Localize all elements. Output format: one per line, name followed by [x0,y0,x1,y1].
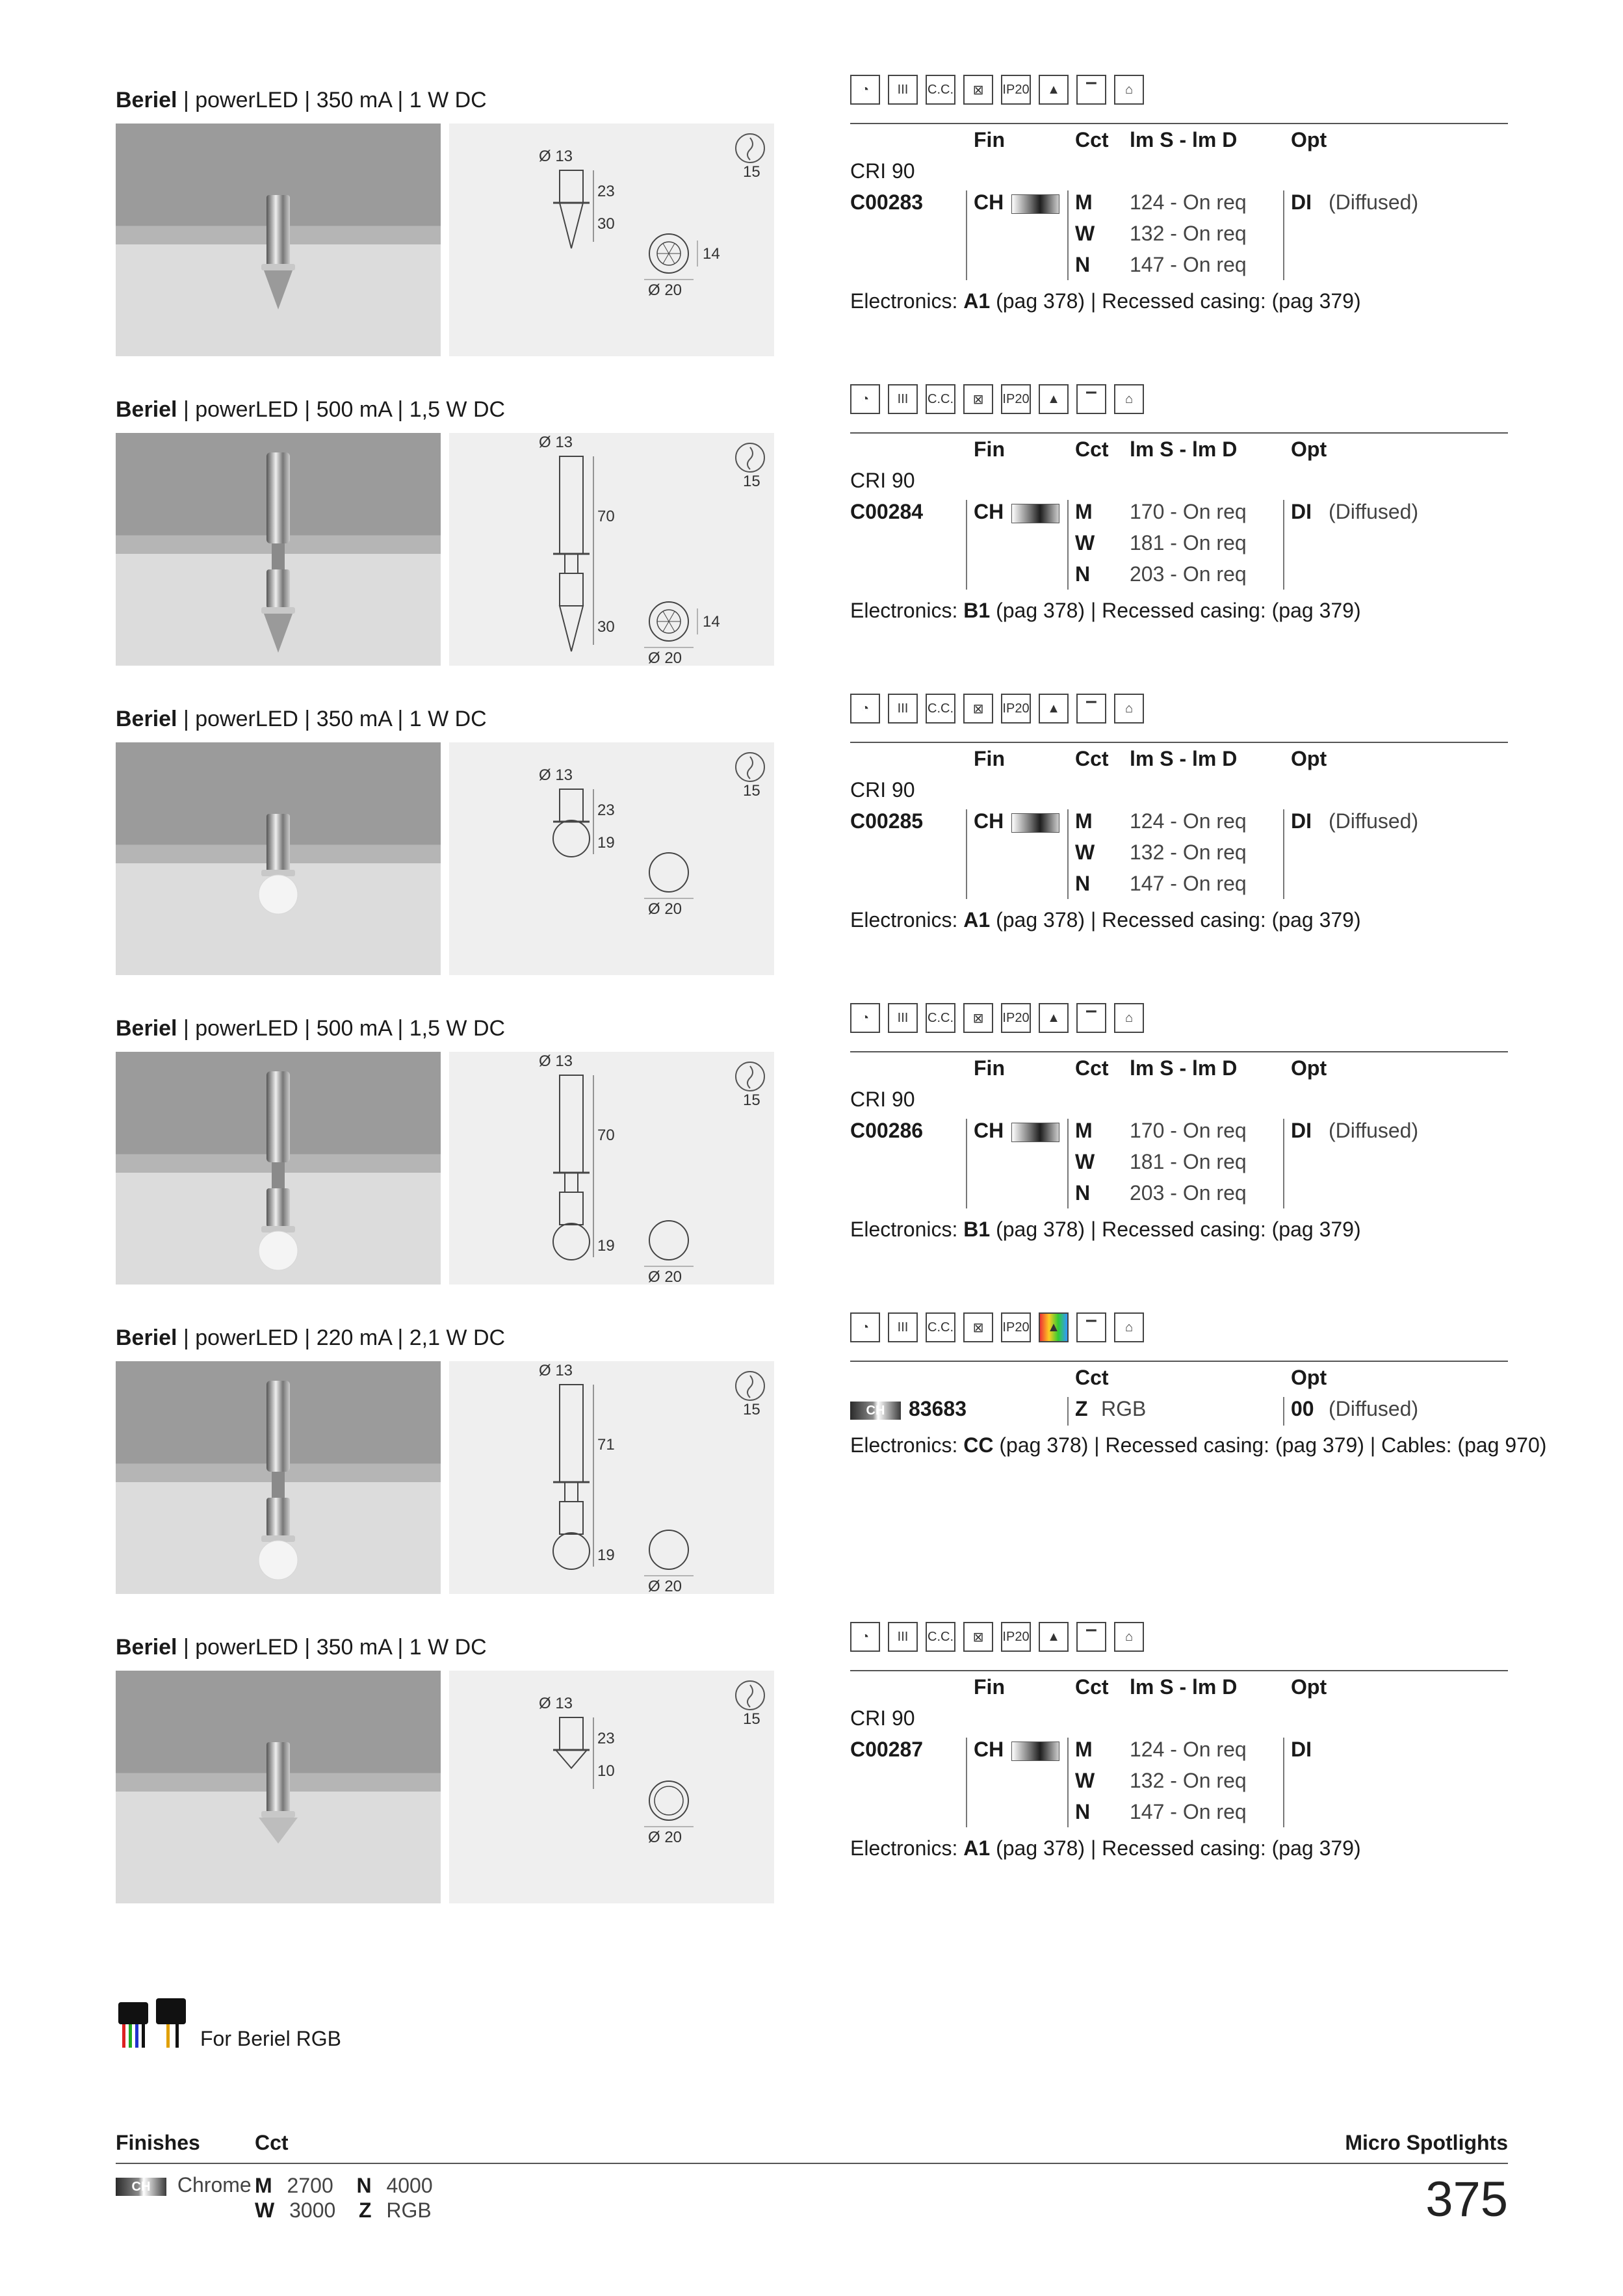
finish-cell [974,500,1059,524]
product-title [116,707,487,732]
product-photo [116,1671,441,1903]
recessed-icon: ▔ [1076,75,1106,105]
lumen-value: 181 - On req [1130,1150,1247,1173]
footer-rule [116,2163,1508,2164]
height-label: 70 [597,1127,615,1144]
product-name: Beriel [116,707,177,731]
optic-code: DI [1291,809,1312,833]
column-divider [1067,1738,1069,1827]
column-divider [966,1119,967,1208]
cri-label: CRI 90 [850,1088,915,1111]
header-opt: Opt [1291,1366,1327,1389]
product-title [116,397,505,423]
spec-rule [850,1361,1508,1362]
column-divider [1283,809,1284,899]
optic-description: (Diffused) [1329,1397,1419,1420]
header-fin: Fin [974,1056,1005,1080]
product-name: Beriel [116,88,177,112]
side-dim-label: 14 [703,245,720,263]
column-divider [966,809,967,899]
recessed-icon: ▔ [1076,1622,1106,1652]
ceiling-mount-icon: ⌂ [1114,384,1144,414]
height-label: 71 [597,1436,615,1454]
finish-cell [974,1738,1059,1762]
finish-code: CH [974,190,1004,214]
tilt-angle-label: 15 [743,1710,760,1728]
optic-description: (Diffused) [1329,190,1419,214]
column-divider [966,1738,967,1827]
cct-code: M [1075,1119,1093,1142]
beam-icon: ▲ [1039,1312,1069,1342]
header-opt: Opt [1291,1056,1327,1080]
spec-table [850,1361,1547,1556]
diameter-bottom-label: Ø 20 [648,1578,682,1594]
technical-drawing [449,433,774,666]
product-name: Beriel [116,1325,177,1350]
lumen-value: 147 - On req [1130,872,1247,895]
tip-height-label: 19 [597,834,615,852]
header-cct: Cct [1075,1366,1109,1389]
product-title [116,1635,487,1660]
header-lm: lm S - lm D [1130,128,1238,151]
spec-table [850,432,1508,627]
lumen-value: 124 - On req [1130,190,1247,214]
no-cover-icon: ⊠ [963,1622,993,1652]
height-label: 70 [597,508,615,525]
cri-label: CRI 90 [850,1706,915,1730]
footer-finishes-label: Finishes [116,2131,200,2154]
electronics-line: Electronics: B1 (pag 378) | Recessed casing: (pag 379) [850,1218,1361,1241]
accessory-icon [116,1997,194,2052]
product-spec: | powerLED | 350 mA | 1 W DC [177,88,487,112]
lumen-value: 132 - On req [1130,1769,1247,1792]
beam-icon: ▲ [1039,1003,1069,1033]
ip-rating-icon: IP20 [1001,694,1031,724]
ip-rating-icon: IP20 [1001,1312,1031,1342]
cct-code: M [1075,500,1093,523]
header-opt: Opt [1291,437,1327,461]
header-lm: lm S - lm D [1130,1056,1238,1080]
column-divider [1283,1397,1284,1426]
lumen-value: 203 - On req [1130,1181,1247,1205]
tilt-angle-label: 15 [743,163,760,181]
product-name: Beriel [116,1016,177,1041]
spec-table [850,742,1508,937]
electronics-code: B1 [963,1218,991,1241]
diameter-top-label: Ø 13 [539,766,573,784]
header-lm: lm S - lm D [1130,1675,1238,1699]
lumen-value: 124 - On req [1130,1738,1247,1761]
product-photo [116,1052,441,1285]
footer-section-title: Micro Spotlights [1345,2131,1508,2154]
cct-code: M [1075,1738,1093,1761]
product-code: C00286 [850,1119,924,1142]
header-cct: Cct [1075,128,1109,151]
product-spec: | powerLED | 220 mA | 2,1 W DC [177,1325,506,1350]
technical-drawing [449,124,774,356]
ip-rating-icon: IP20 [1001,1622,1031,1652]
diameter-top-label: Ø 13 [539,434,573,451]
cct-code: N [1075,253,1091,276]
electronics-line: Electronics: A1 (pag 378) | Recessed casing: (pag 379) [850,908,1361,932]
lumen-value: 147 - On req [1130,1800,1247,1823]
header-cct: Cct [1075,1675,1109,1699]
finish-code: CH [974,500,1004,523]
ceiling-mount-icon: ⌂ [1114,694,1144,724]
class-iii-icon: III [888,1003,918,1033]
column-divider [1283,190,1284,280]
electronics-code: B1 [963,599,991,622]
height-label: 23 [597,1730,615,1747]
header-lm: lm S - lm D [1130,437,1238,461]
certification-icons [850,75,1144,106]
constant-current-icon: C.C. [926,75,955,105]
cct-code: N [1075,1181,1091,1205]
recessed-icon: ▔ [1076,694,1106,724]
recessed-icon: ▔ [1076,1312,1106,1342]
tip-height-label: 19 [597,1546,615,1564]
tilt-angle-label: 15 [743,1401,760,1418]
ceiling-mount-icon: ⌂ [1114,1312,1144,1342]
constant-current-icon: C.C. [926,1622,955,1652]
electronics-code: CC [963,1433,994,1457]
ceiling-mount-icon: ⌂ [1114,1003,1144,1033]
cct-code: W [1075,531,1095,554]
product-spec: | powerLED | 350 mA | 1 W DC [177,1635,487,1660]
lumen-value: 170 - On req [1130,500,1247,523]
column-divider [1283,500,1284,590]
column-divider [966,190,967,280]
product-title [116,88,487,113]
column-divider [966,500,967,590]
diameter-top-label: Ø 13 [539,1695,573,1712]
cct-code: N [1075,1800,1091,1823]
height-label: 23 [597,183,615,200]
electronics-code: A1 [963,289,991,313]
ip-rating-icon: IP20 [1001,1003,1031,1033]
technical-drawing [449,1671,774,1903]
product-photo [116,742,441,975]
class-iii-icon: III [888,384,918,414]
spec-rule [850,1051,1508,1052]
product-photo [116,1361,441,1594]
finish-code: CH [974,809,1004,833]
class-iii-icon: III [888,1312,918,1342]
certification-icons [850,1622,1144,1653]
finish-code: CH [974,1119,1004,1142]
column-divider [1067,500,1069,590]
dimmable-icon: ◔ [850,384,880,414]
diameter-bottom-label: Ø 20 [648,1268,682,1285]
diameter-bottom-label: Ø 20 [648,281,682,299]
header-cct: Cct [1075,1056,1109,1080]
side-dim-label: 14 [703,613,720,631]
tip-height-label: 30 [597,215,615,233]
tip-height-label: 10 [597,1762,615,1780]
height-label: 23 [597,802,615,819]
no-cover-icon: ⊠ [963,694,993,724]
diameter-bottom-label: Ø 20 [648,649,682,666]
lumen-value: 124 - On req [1130,809,1247,833]
cri-label: CRI 90 [850,469,915,492]
no-cover-icon: ⊠ [963,1312,993,1342]
footer-cct-table: M 2700 N 4000 W 3000 Z RGB [255,2174,433,2222]
optic-description: (Diffused) [1329,500,1419,523]
column-divider [1067,1119,1069,1208]
product-code: C00287 [850,1738,924,1761]
ceiling-mount-icon: ⌂ [1114,75,1144,105]
certification-icons [850,694,1144,725]
constant-current-icon: C.C. [926,384,955,414]
spec-rule [850,123,1508,124]
spec-table [850,1051,1508,1246]
diameter-bottom-label: Ø 20 [648,1829,682,1846]
tilt-angle-label: 15 [743,1091,760,1109]
product-code: C00285 [850,809,924,833]
chrome-finish-swatch: CH [116,2178,166,2196]
electronics-line: Electronics: CC (pag 378) | Recessed casing: (pag 379) | Cables: (pag 970) [850,1433,1547,1457]
class-iii-icon: III [888,75,918,105]
product-title [116,1325,505,1351]
product-spec: | powerLED | 500 mA | 1,5 W DC [177,1016,506,1041]
beam-icon: ▲ [1039,694,1069,724]
electronics-code: A1 [963,908,991,932]
ip-rating-icon: IP20 [1001,384,1031,414]
no-cover-icon: ⊠ [963,384,993,414]
footer-finish-row [116,2173,252,2197]
technical-drawing [449,742,774,975]
tip-height-label: 19 [597,1237,615,1255]
spec-rule [850,1670,1508,1671]
optic-description: (Diffused) [1329,809,1419,833]
cct-code: Z [1075,1397,1088,1420]
tip-height-label: 30 [597,618,615,636]
cct-code: W [1075,841,1095,864]
product-spec: | powerLED | 350 mA | 1 W DC [177,707,487,731]
cct-code: W [1075,1150,1095,1173]
product-photo [116,124,441,356]
certification-icons [850,384,1144,415]
constant-current-icon: C.C. [926,694,955,724]
electronics-line: Electronics: B1 (pag 378) | Recessed casing: (pag 379) [850,599,1361,622]
dimmable-icon: ◔ [850,1003,880,1033]
cri-label: CRI 90 [850,159,915,183]
recessed-icon: ▔ [1076,384,1106,414]
no-cover-icon: ⊠ [963,75,993,105]
product-code: C00284 [850,500,924,523]
cct-code: M [1075,809,1093,833]
header-opt: Opt [1291,747,1327,770]
chrome-swatch [1011,1123,1059,1142]
cct-code: W [1075,1769,1095,1792]
product-title [116,1016,505,1041]
header-fin: Fin [974,1675,1005,1699]
constant-current-icon: C.C. [926,1003,955,1033]
chrome-swatch [1011,1742,1059,1761]
header-fin: Fin [974,128,1005,151]
cct-code: W [1075,222,1095,245]
product-code: C00283 [850,190,924,214]
finish-code: CH [974,1738,1004,1761]
beam-icon: ▲ [1039,384,1069,414]
cri-label: CRI 90 [850,778,915,802]
dimmable-icon: ◔ [850,694,880,724]
ip-rating-icon: IP20 [1001,75,1031,105]
spec-table [850,1670,1508,1865]
cct-code: M [1075,190,1093,214]
finish-cell [974,190,1059,215]
finish-cell [974,1119,1059,1143]
diameter-top-label: Ø 13 [539,1362,573,1379]
header-fin: Fin [974,747,1005,770]
chrome-swatch [1011,813,1059,833]
header-opt: Opt [1291,128,1327,151]
spec-rule [850,432,1508,434]
optic-code: 00 [1291,1397,1314,1420]
finish-cell [850,1397,967,1421]
ceiling-mount-icon: ⌂ [1114,1622,1144,1652]
diameter-top-label: Ø 13 [539,1052,573,1070]
recessed-icon: ▔ [1076,1003,1106,1033]
product-name: Beriel [116,397,177,422]
lumen-value: 181 - On req [1130,531,1247,554]
column-divider [1283,1119,1284,1208]
optic-code: DI [1291,500,1312,523]
chrome-swatch [1011,504,1059,523]
dimmable-icon: ◔ [850,1312,880,1342]
chrome-finish-name: Chrome [177,2173,252,2197]
chrome-swatch: CH [850,1402,901,1420]
lumen-value: 170 - On req [1130,1119,1247,1142]
tilt-angle-label: 15 [743,782,760,800]
product-spec: | powerLED | 500 mA | 1,5 W DC [177,397,506,422]
spec-rule [850,742,1508,743]
beam-icon: ▲ [1039,75,1069,105]
footer-cct-label: Cct [255,2131,289,2154]
header-cct: Cct [1075,437,1109,461]
spec-table [850,123,1508,318]
accessory-label: For Beriel RGB [200,2027,341,2050]
beam-icon: ▲ [1039,1622,1069,1652]
electronics-code: A1 [963,1836,991,1860]
diameter-bottom-label: Ø 20 [648,900,682,918]
dimmable-icon: ◔ [850,1622,880,1652]
header-cct: Cct [1075,747,1109,770]
electronics-line: Electronics: A1 (pag 378) | Recessed casing: (pag 379) [850,289,1361,313]
column-divider [1283,1738,1284,1827]
diameter-top-label: Ø 13 [539,148,573,165]
product-name: Beriel [116,1635,177,1660]
lumen-value: 203 - On req [1130,562,1247,586]
lumen-value: 132 - On req [1130,841,1247,864]
page-number: 375 [1425,2172,1508,2227]
header-lm: lm S - lm D [1130,747,1238,770]
technical-drawing [449,1052,774,1285]
class-iii-icon: III [888,1622,918,1652]
cct-value: RGB [1101,1397,1147,1420]
header-opt: Opt [1291,1675,1327,1699]
optic-code: DI [1291,1119,1312,1142]
column-divider [1067,809,1069,899]
product-code: 83683 [909,1397,967,1420]
tilt-angle-label: 15 [743,473,760,490]
dimmable-icon: ◔ [850,75,880,105]
lumen-value: 132 - On req [1130,222,1247,245]
certification-icons [850,1003,1144,1034]
column-divider [1067,1397,1069,1426]
header-fin: Fin [974,437,1005,461]
optic-description: (Diffused) [1329,1119,1419,1142]
no-cover-icon: ⊠ [963,1003,993,1033]
cct-code: N [1075,872,1091,895]
electronics-line: Electronics: A1 (pag 378) | Recessed casing: (pag 379) [850,1836,1361,1860]
certification-icons [850,1312,1144,1344]
finish-cell [974,809,1059,833]
chrome-swatch [1011,194,1059,214]
lumen-value: 147 - On req [1130,253,1247,276]
optic-code: DI [1291,190,1312,214]
column-divider [1067,190,1069,280]
class-iii-icon: III [888,694,918,724]
constant-current-icon: C.C. [926,1312,955,1342]
technical-drawing [449,1361,774,1594]
optic-code: DI [1291,1738,1312,1761]
product-photo [116,433,441,666]
cct-code: N [1075,562,1091,586]
